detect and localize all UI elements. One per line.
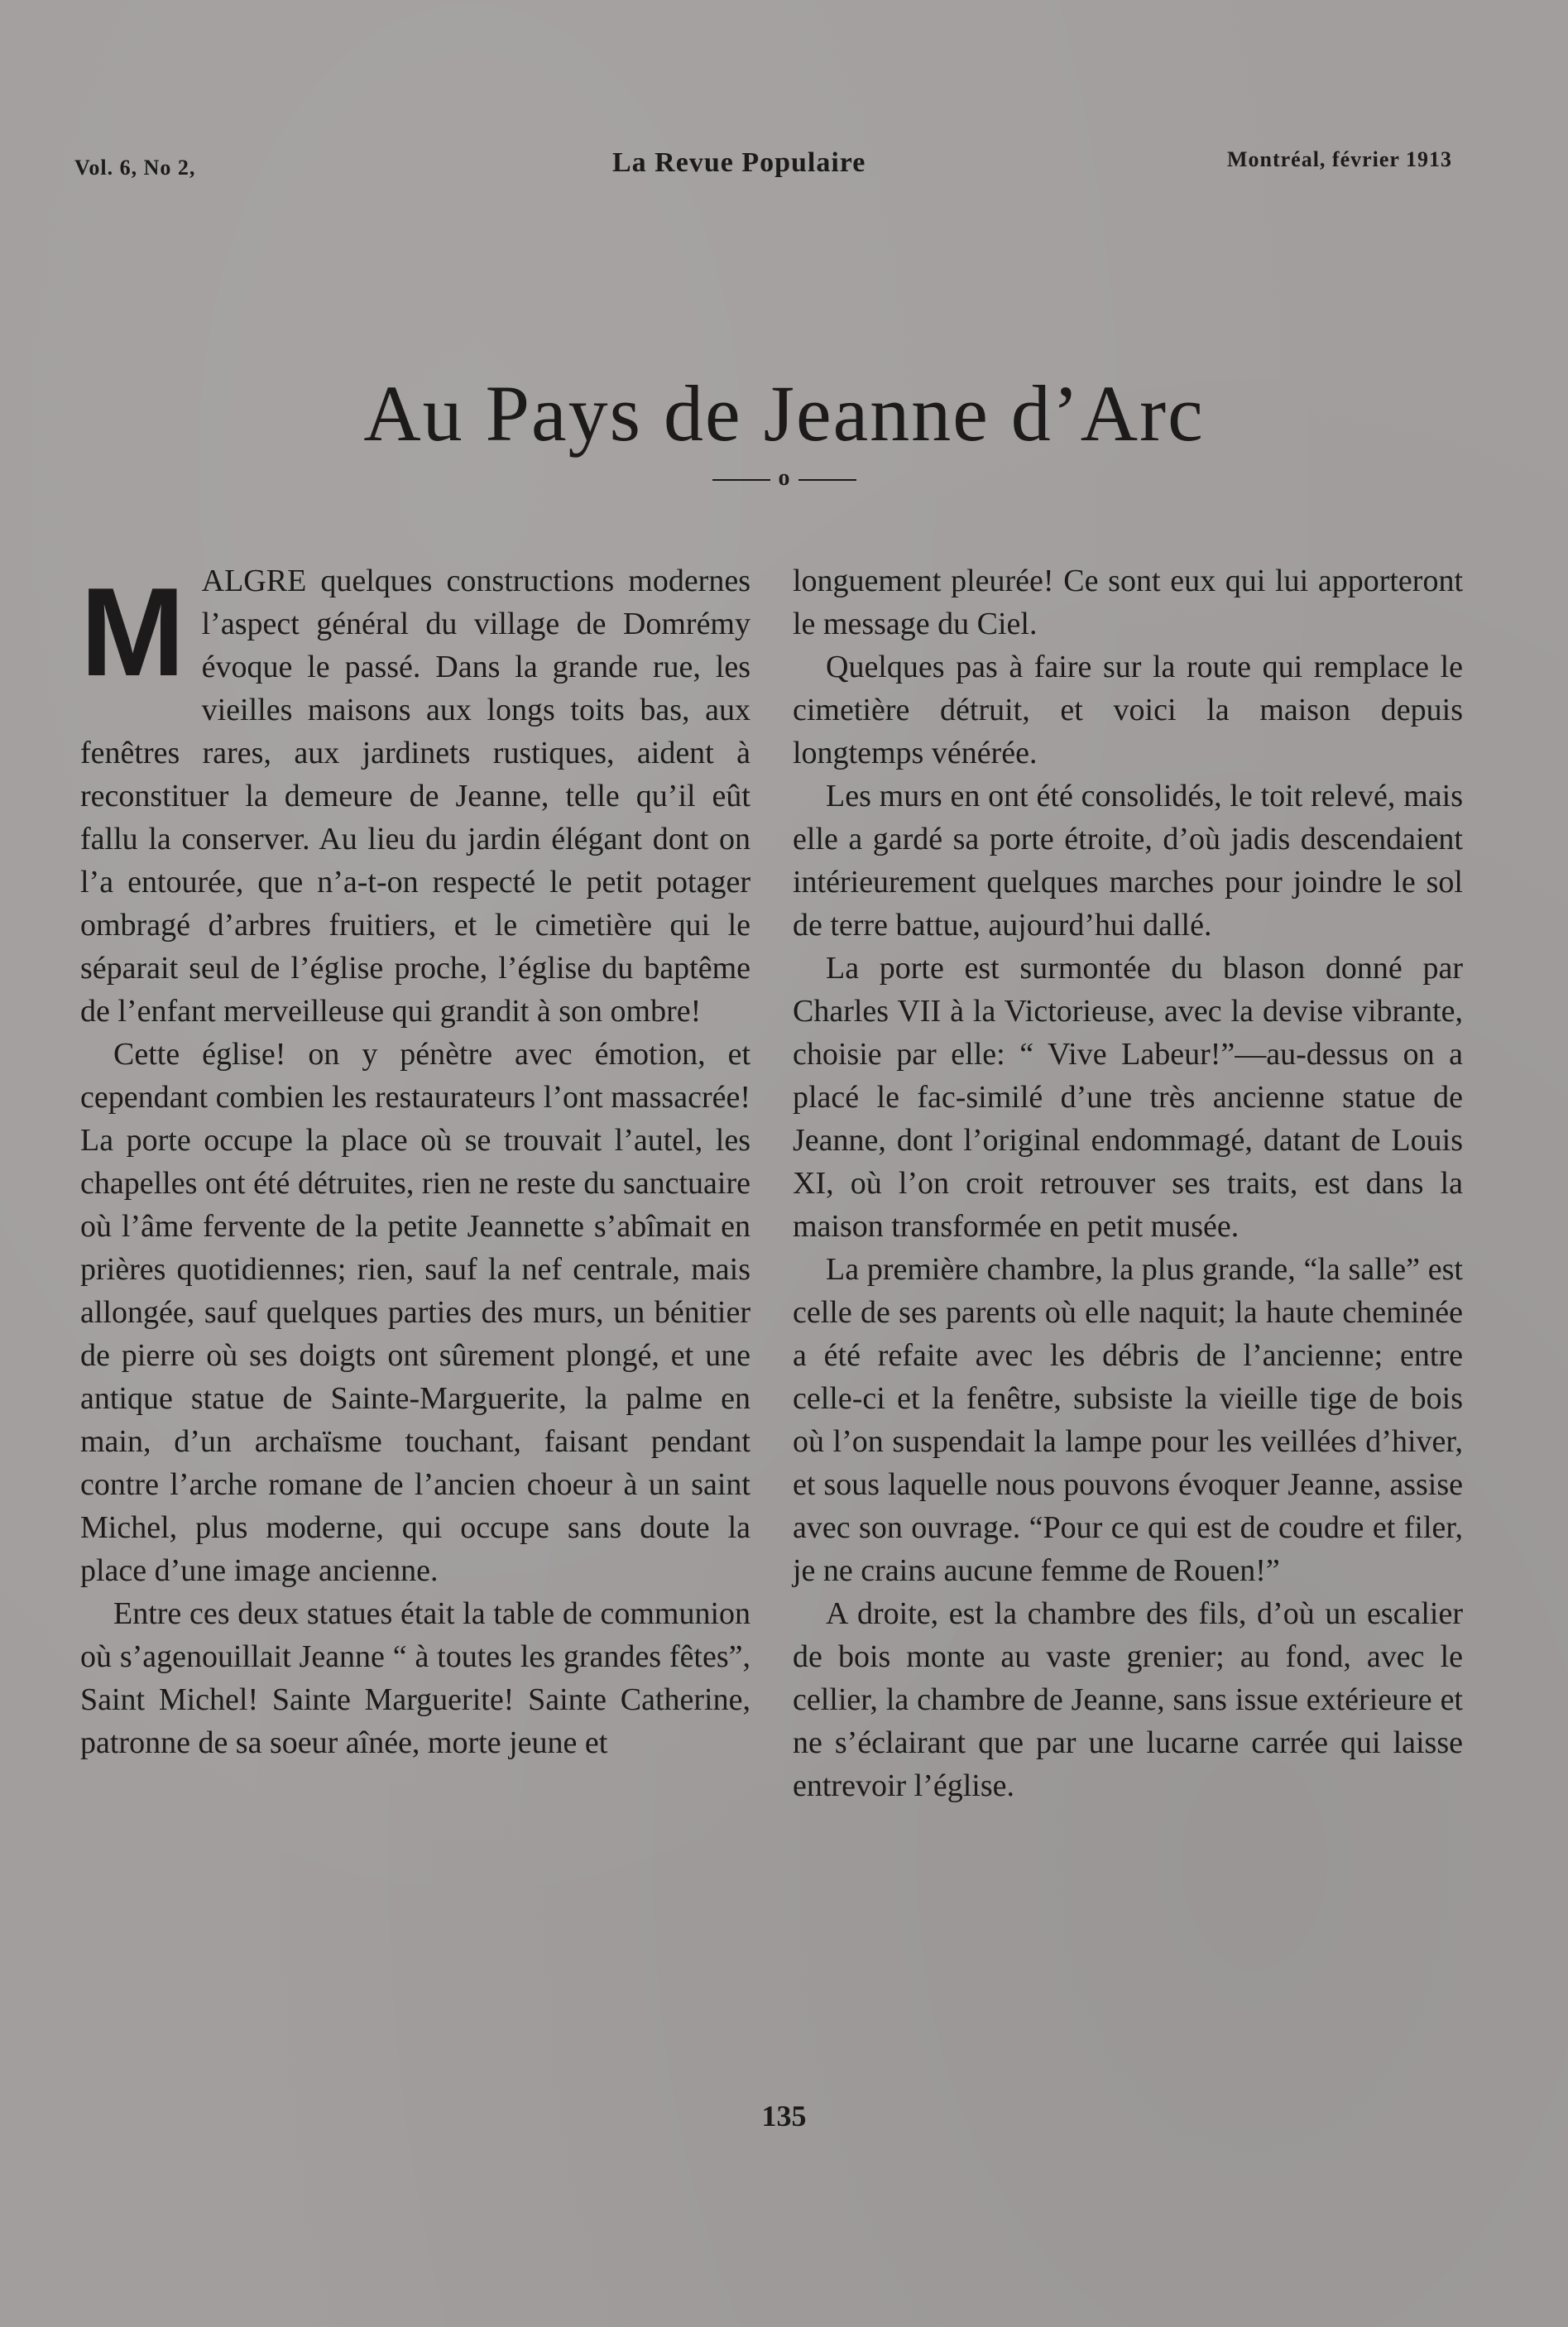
divider-rule-right — [798, 479, 856, 481]
paragraph: La porte est surmontée du blason donné par Charles VII à la Victorieuse, avec la devise vibrante, choisie par elle: “ Vive Labeur!”—au-dessus on a placé le fac-similé d’une très ancienne statue de Jeanne, dont l’original endommagé, datant de Louis XI, où l’on croit retrouver ses traits, est dans la maison transformée en petit musée. — [793, 951, 1463, 1244]
paragraph: A droite, est la chambre des fils, d’où un escalier de bois monte au vaste grenier; au fond, avec le cellier, la chambre de Jeanne, sans issue extérieure et ne s’éclairant que par une lucarne carrée qui laisse entrevoir l’église. — [793, 1596, 1463, 1803]
drop-cap: M — [80, 562, 185, 703]
paragraph: La première chambre, la plus grande, “la salle” est celle de ses parents où elle naquit; la haute cheminée a été refaite avec les débris de l’ancienne; entre celle-ci et la fenêtre, subsiste la vieille tige de bois où l’on suspendait la lampe pour les veillées d’hiver, et sous laquelle nous pouvons évoquer Jeanne, assise avec son ouvrage. “Pour ce qui est de coudre et filer, je ne crains aucune femme de Rouen!” — [793, 1252, 1463, 1588]
page-number: 135 — [761, 2099, 807, 2133]
divider-rule-left — [712, 479, 770, 481]
left-column — [80, 559, 750, 1764]
publication-name: La Revue Populaire — [612, 147, 866, 178]
dateline: Montréal, février 1913 — [1226, 147, 1452, 171]
paragraph: Entre ces deux statues était la table de communion où s’agenouillait Jeanne “ à toutes les grandes fêtes”, Saint Michel! Sainte Marguerite! Sainte Catherine, patronne de sa soeur aînée, morte jeune et — [80, 1596, 750, 1760]
volume-number: Vol. 6, No 2, — [74, 156, 196, 180]
title-divider — [0, 465, 1568, 492]
paragraph-text: ALGRE quelques constructions modernes l’aspect général du village de Domrémy évoque le passé. Dans la grande rue, les vieilles maisons aux longs toits bas, aux fenêtres rares, aux jardinets rustiques, aident à reconstituer la demeure de Jeanne, telle qu’il eût fallu la conserver. Au lieu du jardin élégant dont on l’a entourée, que n’a-t-on respecté le petit potager ombragé d’arbres fruitiers, et le cimetière qui le séparait seul de l’église proche, l’église du baptême de l’enfant merveilleuse qui grandit à son ombre! — [80, 564, 750, 1029]
paragraph: longuement pleurée! Ce sont eux qui lui apporteront le message du Ciel. — [793, 564, 1463, 641]
article-title: Au Pays de Jeanne d’Arc — [363, 369, 1205, 458]
paragraph: Cette église! on y pénètre avec émotion, et cependant combien les restaurateurs l’ont massacrée! La porte occupe la place où se trouvait l’autel, les chapelles ont été détruites, rien ne reste du sanctuaire où l’âme fervente de la petite Jeannette s’abîmait en prières quotidiennes; rien, sauf la nef centrale, mais allongée, sauf quelques parties des murs, un bénitier de pierre où ses doigts ont sûrement plongé, et une antique statue de Sainte-Marguerite, la palme en main, d’un archaïsme touchant, faisant pendant contre l’arche romane de l’ancien choeur à un saint Michel, plus moderne, qui occupe sans doute la place d’une image ancienne. — [80, 1037, 750, 1588]
paragraph — [80, 559, 750, 1033]
right-column — [793, 559, 1463, 1807]
paragraph: Les murs en ont été consolidés, le toit relevé, mais elle a gardé sa porte étroite, d’où jadis descendaient intérieurement quelques marches pour joindre le sol de terre battue, aujourd’hui dallé. — [793, 779, 1463, 943]
divider-ornament: o — [778, 465, 790, 491]
running-header — [74, 147, 1452, 197]
paragraph: Quelques pas à faire sur la route qui remplace le cimetière détruit, et voici la maison depuis longtemps vénérée. — [793, 650, 1463, 770]
